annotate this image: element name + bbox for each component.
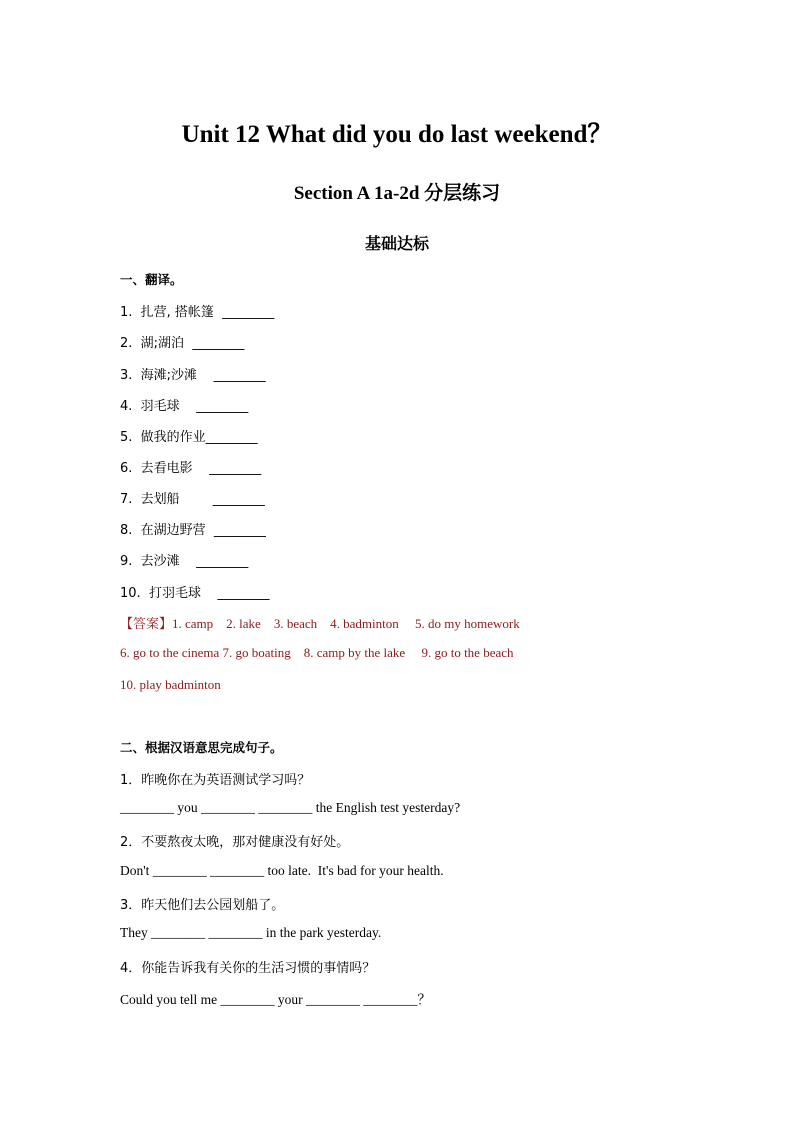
question-line: 1．昨晚你在为英语测试学习吗？ <box>120 773 311 788</box>
answer-line: 6. go to the cinema 7. go boating 8. camp by the lake 9. go to the beach <box>120 645 514 660</box>
question-line: 8. 在湖边野营 ________ <box>120 523 266 538</box>
part2-heading: 二、根据汉语意思完成句子。 <box>120 740 283 755</box>
answer-line: 10. play badminton <box>120 677 221 692</box>
answer-line <box>120 613 520 632</box>
section-subtitle: Section A 1a-2d 分层练习 <box>293 183 501 204</box>
question-line: 3. 海滩;沙滩 ________ <box>120 368 266 383</box>
question-line: 4．你能告诉我有关你的生活习惯的事情吗？ <box>120 961 376 976</box>
question-line: 7. 去划船 ________ <box>120 492 265 507</box>
question-line: 1. 扎营, 搭帐篷 ________ <box>120 305 275 320</box>
level-heading: 基础达标 <box>364 234 429 253</box>
answer-text: 1. camp 2. lake 3. beach 4. badminton 5. do my homework <box>172 616 520 631</box>
answer-blank-line: They ________ ________ in the park yesterday. <box>120 925 382 940</box>
question-line: 9. 去沙滩 ________ <box>120 554 249 569</box>
answer-label: 【答案】 <box>120 617 173 632</box>
answer-blank-line: Could you tell me ________ your ________ ________？ <box>120 992 431 1007</box>
question-line: 5. 做我的作业________ <box>120 430 258 445</box>
page-title: Unit 12 What did you do last weekend？ <box>181 121 613 148</box>
answer-blank-line: Don't ________ ________ too late. It's bad for your health. <box>120 863 444 878</box>
question-line: 10. 打羽毛球 ________ <box>120 586 270 601</box>
part1-heading: 一、翻译。 <box>120 272 183 287</box>
question-line: 6. 去看电影 ________ <box>120 461 262 476</box>
question-line: 2. 湖;湖泊 ________ <box>120 336 245 351</box>
question-line: 4. 羽毛球 ________ <box>120 399 249 414</box>
question-line: 3．昨天他们去公园划船了。 <box>120 898 285 913</box>
question-line: 2．不要熬夜太晚，那对健康没有好处。 <box>120 835 350 850</box>
answer-blank-line: ________ you ________ ________ the English test yesterday? <box>120 800 461 815</box>
